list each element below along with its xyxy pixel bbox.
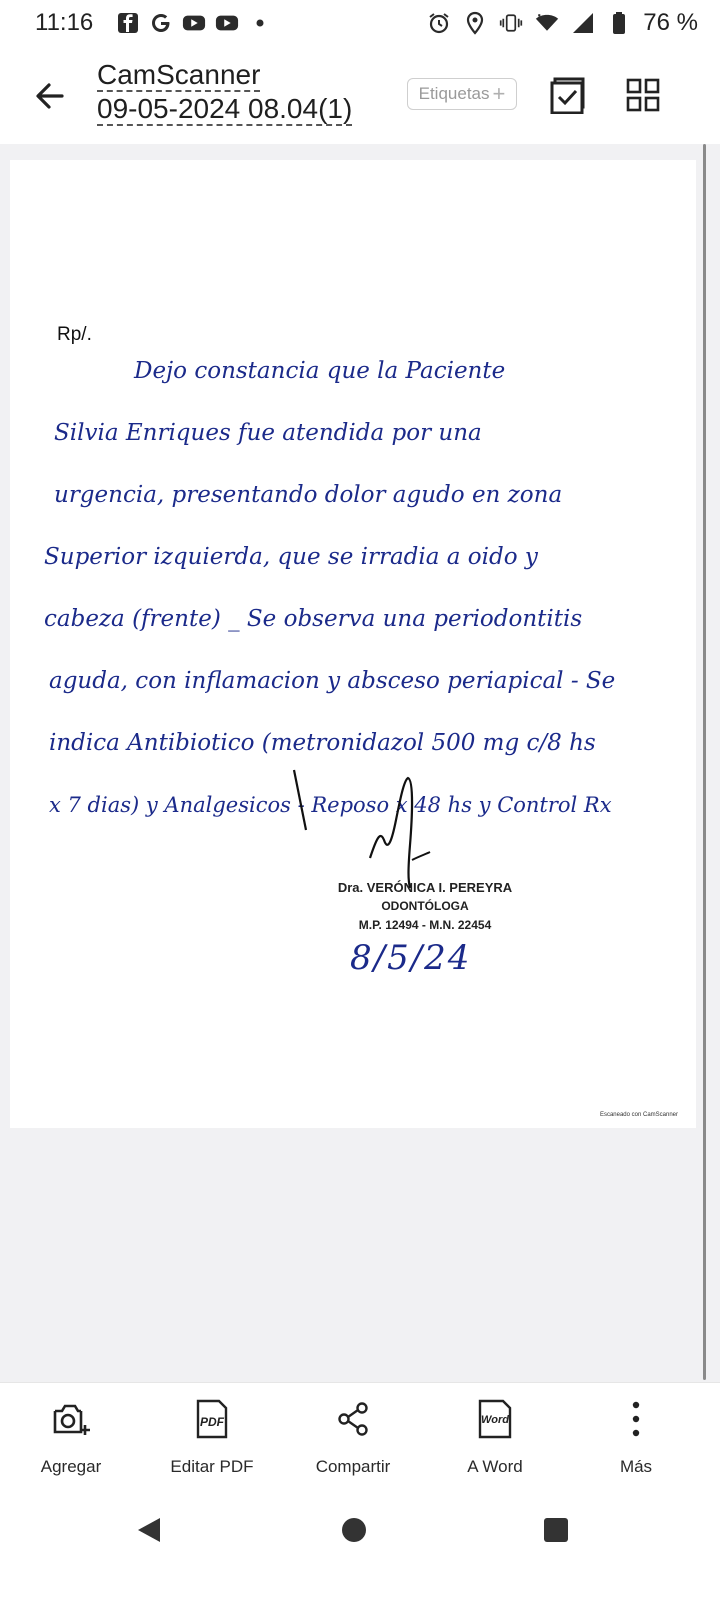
- status-time: 11:16: [35, 9, 94, 36]
- add-label: Agregar: [40, 1457, 102, 1476]
- scrollbar[interactable]: [703, 144, 706, 1380]
- to-word-label: A Word: [467, 1457, 523, 1476]
- signal-icon: [571, 11, 595, 35]
- facebook-icon: [116, 11, 140, 35]
- back-nav-icon: [130, 1510, 170, 1550]
- dot-icon: [248, 11, 272, 35]
- svg-text:PDF: PDF: [200, 1415, 224, 1429]
- youtube-icon: [182, 11, 206, 35]
- bottom-toolbar: [0, 1382, 720, 1493]
- share-label: Compartir: [315, 1457, 391, 1476]
- text-line: Dejo constancia que la Paciente: [134, 358, 506, 384]
- select-button[interactable]: [550, 76, 588, 114]
- text-line: Superior izquierda, que se irradia a oido y: [44, 544, 538, 570]
- to-word-button[interactable]: [435, 1399, 555, 1485]
- share-button[interactable]: [293, 1399, 413, 1485]
- text-line: Silvia Enriques fue atendida por una: [54, 420, 482, 446]
- more-icon: [616, 1399, 656, 1439]
- location-icon: [463, 11, 487, 35]
- tags-label: Etiquetas: [418, 84, 490, 103]
- more-button[interactable]: [576, 1399, 696, 1485]
- add-button[interactable]: [11, 1399, 131, 1485]
- nav-back-button[interactable]: [130, 1510, 170, 1550]
- more-label: Más: [619, 1457, 653, 1476]
- recents-nav-icon: [536, 1510, 576, 1550]
- system-navigation-bar: [0, 1492, 720, 1600]
- text-line: x 7 dias) y Analgesicos - Reposo x 48 hs y Control Rx: [49, 793, 612, 817]
- arrow-left-icon: [30, 76, 70, 116]
- home-nav-icon: [334, 1510, 374, 1550]
- grid-view-button[interactable]: [626, 78, 660, 112]
- document-title-line2: 09-05-2024 08.04(1): [97, 93, 353, 124]
- grid-icon: [626, 78, 660, 112]
- nav-recents-button[interactable]: [536, 1510, 576, 1550]
- vibrate-icon: [499, 11, 523, 35]
- app-header: [0, 52, 720, 144]
- status-bar: [0, 0, 720, 50]
- battery-icon: [607, 11, 631, 35]
- add-photo-icon: [51, 1399, 91, 1439]
- battery-percent: 76 %: [643, 9, 698, 36]
- plus-icon: +: [492, 81, 506, 106]
- document-page[interactable]: [10, 160, 696, 1128]
- checkbox-icon: [550, 76, 588, 114]
- edit-pdf-button[interactable]: [152, 1399, 272, 1485]
- google-icon: [149, 11, 173, 35]
- text-line: aguda, con inflamacion y absceso periapical - Se: [49, 668, 616, 694]
- handwritten-date: 8/5/24: [350, 938, 472, 978]
- doctor-stamp: [310, 880, 540, 932]
- text-line: urgencia, presentando dolor agudo en zona: [54, 482, 563, 508]
- document-title-line1: CamScanner: [97, 59, 261, 90]
- text-line: cabeza (frente) _ Se observa una periodontitis: [44, 606, 583, 632]
- alarm-icon: [427, 11, 451, 35]
- text-line: indica Antibiotico (metronidazol 500 mg c/8 hs: [49, 730, 596, 756]
- signature-icon: [280, 760, 480, 890]
- back-button[interactable]: [30, 76, 70, 116]
- tags-button[interactable]: [407, 78, 517, 110]
- pdf-icon: [192, 1399, 232, 1439]
- document-title[interactable]: [97, 58, 397, 126]
- youtube-icon: [215, 11, 239, 35]
- stamp-role: ODONTÓLOGA: [381, 899, 469, 913]
- wifi-icon: [535, 11, 559, 35]
- stamp-name: Dra. VERÓNICA I. PEREYRA: [337, 880, 513, 895]
- svg-text:Word: Word: [481, 1414, 509, 1426]
- word-icon: [475, 1399, 515, 1439]
- rp-label: Rp/.: [57, 324, 92, 345]
- edit-pdf-label: Editar PDF: [170, 1457, 254, 1476]
- share-icon: [333, 1399, 373, 1439]
- system-icons: [427, 9, 698, 37]
- stamp-registration: M.P. 12494 - M.N. 22454: [358, 918, 492, 932]
- nav-home-button[interactable]: [334, 1510, 374, 1550]
- scanner-watermark: Escaneado con CamScanner: [599, 1112, 678, 1118]
- notification-icons: [116, 11, 272, 35]
